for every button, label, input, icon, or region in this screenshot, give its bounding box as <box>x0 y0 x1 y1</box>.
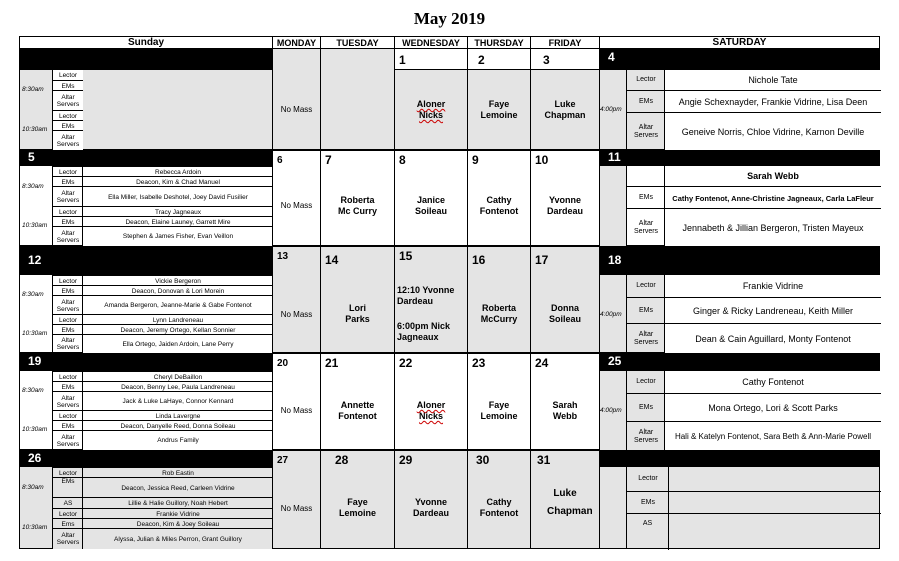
thursday-name: Roberta McCurry <box>480 303 518 324</box>
wednesday-mass-1: 12:10 Yvonne Dardeau <box>397 285 455 306</box>
wednesday-cell-week1 <box>394 48 468 150</box>
saturday-ems: Ginger & Ricky Landreneau, Keith Miller <box>664 297 881 324</box>
sunday-830-lector: Rob Eastin <box>82 467 273 478</box>
sunday-bar-week1 <box>19 48 273 69</box>
thursday-name: Faye Lemoine <box>480 99 518 120</box>
tuesday-name: Lori Parks <box>345 303 370 324</box>
saturday-ems-empty <box>668 491 881 514</box>
role-label: EMs <box>626 491 669 514</box>
role-label: Altar Servers <box>626 208 665 247</box>
friday-cell-week2 <box>530 150 600 246</box>
day-number: 15 <box>399 249 413 263</box>
role-label: EMs <box>52 324 83 335</box>
saturday-bar-week1 <box>599 48 880 69</box>
thursday-cell-week3 <box>467 246 531 353</box>
monday-cell-week4 <box>272 353 321 450</box>
day-number: 16 <box>472 253 486 267</box>
role-label: Lector <box>52 314 83 325</box>
sunday-830-altar: Ella Miller, Isabelle Deshotel, Joey David Fusilier <box>82 186 273 207</box>
header-sunday: Sunday <box>19 36 273 49</box>
role-label: Altar Servers <box>52 90 83 111</box>
role-label: Lector <box>52 166 83 177</box>
role-label: EMs <box>52 120 83 131</box>
saturday-cell-week5 <box>599 466 880 549</box>
role-label: Altar Servers <box>52 226 83 246</box>
saturday-lector: Sarah Webb <box>664 166 881 186</box>
wednesday-name: Aloner Nicks <box>416 99 446 120</box>
role-label: Altar Servers <box>52 334 83 353</box>
saturday-as-empty <box>668 513 881 550</box>
saturday-lector: Cathy Fontenot <box>664 371 881 393</box>
thursday-name: Faye Lemoine <box>480 400 518 421</box>
tuesday-name: Roberta Mc Curry <box>337 195 377 216</box>
time-label: 8:30am <box>22 86 44 93</box>
header-thursday: THURSDAY <box>467 36 531 49</box>
time-label: 8:30am <box>22 183 44 190</box>
thursday-cell-week4 <box>467 353 531 450</box>
sunday-1030-lector: Tracy Jagneaux <box>82 206 273 217</box>
time-label: 8:30am <box>22 291 44 298</box>
sunday-1030-altar: Ella Ortego, Jaiden Ardoin, Lane Perry <box>82 334 273 353</box>
role-label: Lector <box>52 110 83 121</box>
role-label: AS <box>626 513 668 549</box>
day-number: 7 <box>325 153 332 167</box>
sunday-bar-week4 <box>19 353 273 370</box>
no-mass-label: No Mass <box>280 504 313 513</box>
tuesday-cell-week5 <box>320 450 395 549</box>
role-label: Altar Servers <box>626 112 665 151</box>
sunday-830-as: Lillie & Halie Guillory, Noah Hebert <box>82 497 273 509</box>
thursday-cell-week1 <box>467 48 531 150</box>
friday-cell-week5 <box>530 450 600 549</box>
day-number: 28 <box>335 453 349 467</box>
no-mass-label: No Mass <box>280 406 313 415</box>
role-label: EMs <box>52 477 83 498</box>
wednesday-mass-2: 6:00pm Nick Jagneaux <box>397 321 451 342</box>
thursday-cell-week5 <box>467 450 531 549</box>
time-label: 10:30am <box>22 222 48 229</box>
role-label: Lector <box>52 206 83 217</box>
thursday-name: Cathy Fontenot <box>479 195 519 216</box>
time-label: 10:30am <box>22 426 48 433</box>
saturday-ems: Cathy Fontenot, Anne-Christine Jagneaux, Carla LaFleur <box>664 186 881 209</box>
thursday-cell-week2 <box>467 150 531 246</box>
time-label: 4:00pm <box>600 407 622 414</box>
wednesday-cell-week5 <box>394 450 468 549</box>
role-label: Lector <box>52 69 83 81</box>
role-label: EMs <box>626 297 665 324</box>
role-label: EMs <box>52 420 83 431</box>
friday-name: Luke Chapman <box>547 488 593 517</box>
day-number: 12 <box>28 253 42 267</box>
friday-name: Sarah Webb <box>552 400 578 421</box>
monday-cell-week5 <box>272 450 321 549</box>
sunday-1030-ems: Deacon, Kim & Joey Soileau <box>82 518 273 529</box>
role-label: Altar Servers <box>52 186 83 207</box>
time-label: 10:30am <box>22 330 48 337</box>
role-label: Ems <box>52 518 83 529</box>
friday-cell-week3 <box>530 246 600 353</box>
day-number: 23 <box>472 356 486 370</box>
role-label: Lector <box>52 371 83 382</box>
thursday-name: Cathy Fontenot <box>479 497 519 518</box>
saturday-cell-week4 <box>599 370 880 450</box>
tuesday-name: Annette Fontenot <box>338 400 377 421</box>
header-friday: FRIDAY <box>530 36 600 49</box>
friday-cell-week1 <box>530 48 600 150</box>
day-number: 19 <box>28 354 42 368</box>
day-number: 13 <box>277 251 289 262</box>
sunday-1030-altar: Andrus Family <box>82 430 273 450</box>
role-label: EMs <box>626 393 665 422</box>
saturday-lector: Frankie Vidrine <box>664 275 881 297</box>
day-number: 6 <box>277 155 283 166</box>
friday-name: Luke Chapman <box>544 99 586 120</box>
day-number: 14 <box>325 253 339 267</box>
day-number: 24 <box>535 356 549 370</box>
saturday-altar: Dean & Cain Aguillard, Monty Fontenot <box>664 323 881 354</box>
wednesday-name: Aloner Nicks <box>416 400 446 421</box>
role-label: EMs <box>52 216 83 227</box>
role-label: Lector <box>52 508 83 519</box>
sunday-830-lector: Vickie Bergeron <box>82 275 273 286</box>
header-tuesday: TUESDAY <box>320 36 395 49</box>
no-mass-label: No Mass <box>280 201 313 210</box>
sunday-830-ems: Deacon, Benny Lee, Paula Landreneau <box>82 381 273 392</box>
saturday-altar: Geneive Norris, Chloe Vidrine, Karnon Deville <box>664 112 881 151</box>
role-label: Lector <box>626 275 665 297</box>
role-label: EMs <box>52 80 83 91</box>
monday-cell-week1 <box>272 48 321 150</box>
saturday-lector-empty <box>668 467 881 491</box>
role-label: AS <box>52 497 83 509</box>
sunday-830-altar: Amanda Bergeron, Jeanne-Marie & Gabe Fontenot <box>82 295 273 315</box>
header-monday: MONDAY <box>272 36 321 49</box>
role-label: Altar Servers <box>52 130 83 151</box>
role-label: Lector <box>626 371 665 393</box>
role-label: Altar Servers <box>52 295 83 315</box>
sunday-1030-altar: Alyssa, Julian & Miles Perron, Grant Guillory <box>82 528 273 549</box>
sunday-1030-altar: Stephen & James Fisher, Evan Veillon <box>82 226 273 246</box>
day-number: 27 <box>277 455 289 466</box>
role-label: EMs <box>626 186 665 209</box>
role-label: Altar Servers <box>52 430 83 450</box>
day-number: 20 <box>277 358 289 369</box>
saturday-ems: Mona Ortego, Lori & Scott Parks <box>664 393 881 422</box>
role-label: Lector <box>626 467 669 491</box>
friday-name: Yvonne Dardeau <box>546 195 583 216</box>
sunday-1030-lector: Lynn Landreneau <box>82 314 273 325</box>
role-label: EMs <box>52 285 83 296</box>
role-label: Lector <box>626 70 665 90</box>
no-mass-label: No Mass <box>280 310 313 319</box>
day-number: 22 <box>399 356 413 370</box>
role-label: Altar Servers <box>626 323 665 354</box>
role-label: EMs <box>626 90 665 113</box>
role-label: EMs <box>52 381 83 392</box>
sunday-830-ems: Deacon, Kim & Chad Manuel <box>82 176 273 187</box>
sunday-1030-ems: Deacon, Elaine Launey, Garrett Mire <box>82 216 273 227</box>
day-number: 11 <box>608 150 621 164</box>
tuesday-cell-week4 <box>320 353 395 450</box>
saturday-bar-week5 <box>599 450 880 466</box>
sunday-bar-week3 <box>19 246 273 274</box>
wednesday-cell-week3 <box>394 246 468 353</box>
wednesday-name: Janice Soileau <box>414 195 447 216</box>
sunday-1030-lector: Linda Lavergne <box>82 410 273 421</box>
monday-cell-week2 <box>272 150 321 246</box>
tuesday-name: Faye Lemoine <box>338 497 376 518</box>
day-number: 1 <box>399 53 406 67</box>
time-label: 8:30am <box>22 387 44 394</box>
time-label: 10:30am <box>22 126 48 133</box>
saturday-lector: Nichole Tate <box>664 70 881 90</box>
time-label: 10:30am <box>22 524 48 531</box>
day-number: 3 <box>543 53 550 67</box>
day-number: 17 <box>535 253 549 267</box>
day-number: 31 <box>537 453 551 467</box>
sunday-830-lector: Cheryl DeBaillon <box>82 371 273 382</box>
tuesday-cell-week2 <box>320 150 395 246</box>
saturday-altar: Hali & Katelyn Fontenot, Sara Beth & Ann-Marie Powell <box>664 421 881 451</box>
no-mass-label: No Mass <box>280 105 313 114</box>
role-label: Altar Servers <box>52 528 83 549</box>
sunday-1030-ems: Deacon, Jeremy Ortego, Kellan Sonnier <box>82 324 273 335</box>
sunday-bar-week5 <box>19 450 273 466</box>
page-title: May 2019 <box>413 9 486 28</box>
day-number: 30 <box>476 453 490 467</box>
day-number: 10 <box>535 153 549 167</box>
sunday-830-ems: Deacon, Jessica Reed, Carleen Vidrine <box>82 477 273 498</box>
sunday-1030-ems: Deacon, Danyelle Reed, Donna Soileau <box>82 420 273 431</box>
tuesday-cell-week3 <box>320 246 395 353</box>
time-label: 4:00pm <box>600 106 622 113</box>
day-number: 9 <box>472 153 479 167</box>
sunday-830-altar: Jack & Luke LaHaye, Connor Kennard <box>82 391 273 411</box>
day-number: 26 <box>28 451 42 465</box>
saturday-cell-week1 <box>599 69 880 150</box>
day-number: 4 <box>608 50 615 64</box>
monday-cell-week3 <box>272 246 321 353</box>
day-number: 21 <box>325 356 339 370</box>
sunday-830-ems: Deacon, Donovan & Lori Morein <box>82 285 273 296</box>
saturday-bar-week4 <box>599 353 880 370</box>
day-number: 8 <box>399 153 406 167</box>
saturday-bar-week3 <box>599 246 880 274</box>
day-number: 29 <box>399 453 413 467</box>
day-number: 2 <box>478 53 485 67</box>
sunday-1030-lector: Frankie Vidrine <box>82 508 273 519</box>
day-number: 18 <box>608 253 622 267</box>
sunday-830-lector: Rebecca Ardoin <box>82 166 273 177</box>
role-label: Lector <box>52 410 83 421</box>
time-label: 8:30am <box>22 484 44 491</box>
tuesday-cell-week1 <box>320 48 395 150</box>
role-label <box>626 166 665 186</box>
role-label: EMs <box>52 176 83 187</box>
saturday-bar-week2 <box>599 150 880 165</box>
saturday-cell-week3 <box>599 274 880 353</box>
header-saturday: SATURDAY <box>599 36 880 49</box>
sunday-bar-week2 <box>19 150 273 165</box>
wednesday-cell-week4 <box>394 353 468 450</box>
role-label: Altar Servers <box>626 421 665 451</box>
time-label: 4:00pm <box>600 311 622 318</box>
saturday-ems: Angie Schexnayder, Frankie Vidrine, Lisa Deen <box>664 90 881 113</box>
role-label: Lector <box>52 275 83 286</box>
saturday-cell-week2 <box>599 165 880 246</box>
wednesday-name: Yvonne Dardeau <box>412 497 449 518</box>
role-label: Altar Servers <box>52 391 83 411</box>
day-number: 25 <box>608 354 622 368</box>
friday-cell-week4 <box>530 353 600 450</box>
wednesday-cell-week2 <box>394 150 468 246</box>
saturday-altar: Jennabeth & Jillian Bergeron, Tristen Mayeux <box>664 208 881 247</box>
header-wednesday: WEDNESDAY <box>394 36 468 49</box>
day-number: 5 <box>28 150 35 164</box>
role-label: Lector <box>52 467 83 478</box>
friday-name: Donna Soileau <box>548 303 581 324</box>
